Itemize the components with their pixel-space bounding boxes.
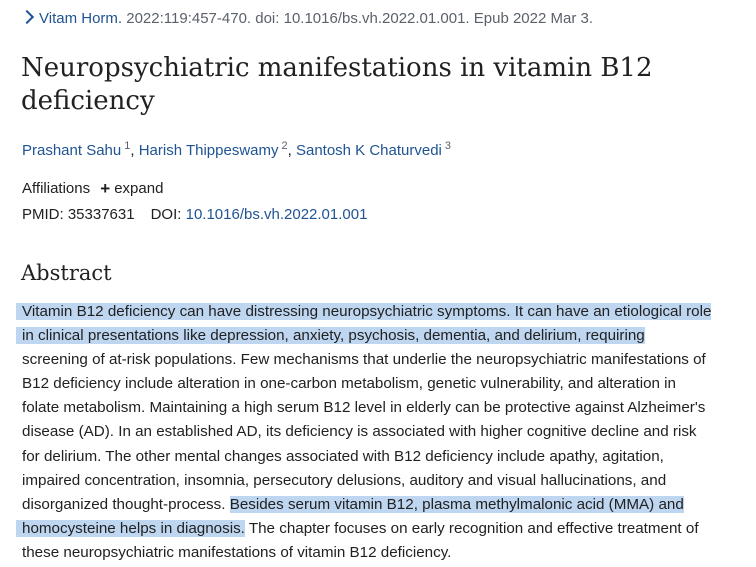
- article-title: [21, 52, 721, 118]
- abstract-line: for delirium. The other mental changes associated with B12 deficiency include apathy, agitation,: [22, 447, 664, 465]
- expand-label: expand: [114, 180, 164, 197]
- author-list: [22, 141, 451, 161]
- abstract-line: screening of at-risk populations. Few mechanisms that underlie the neuropsychiatric manifestations of: [22, 351, 706, 369]
- abstract-line: folate metabolism. Maintaining a high serum B12 level in elderly can be protective against Alzheimer's: [22, 399, 706, 417]
- selected-text: Vitamin B12 deficiency can have distressing neuropsychiatric symptoms. It can have an etiological role: [16, 303, 711, 320]
- identifiers-row: [22, 205, 367, 225]
- selected-text: homocysteine helps in diagnosis.: [16, 520, 245, 537]
- selected-text: in clinical presentations like depression, anxiety, psychosis, dementia, and delirium, requiring: [16, 327, 645, 344]
- author-separator: ,: [130, 142, 135, 159]
- author-name: Harish Thippeswamy: [138, 142, 279, 159]
- author-link-thippeswamy[interactable]: [139, 142, 288, 159]
- affiliations-label: Affiliations: [22, 180, 91, 197]
- abstract-line: [22, 517, 752, 541]
- selected-text: Besides serum vitamin B12, plasma methylmalonic acid (MMA) and: [229, 495, 684, 513]
- abstract-text: [22, 300, 752, 565]
- doi-link[interactable]: 10.1016/bs.vh.2022.01.001: [185, 206, 368, 223]
- abstract-line: [22, 493, 752, 517]
- author-name: Prashant Sahu: [22, 142, 122, 159]
- author-affiliation-number: 2: [281, 140, 288, 152]
- author-separator: ,: [287, 142, 292, 159]
- doi-label: DOI:: [150, 206, 182, 223]
- journal-link[interactable]: Vitam Horm.: [39, 10, 123, 27]
- chevron-right-icon: [20, 10, 34, 24]
- abstract-line: these neuropsychiatric manifestations of vitamin B12 deficiency.: [22, 543, 452, 561]
- expand-affiliations-button[interactable]: [100, 180, 163, 197]
- affiliations-row: [22, 178, 163, 199]
- author-name: Santosh K Chaturvedi: [295, 142, 442, 159]
- author-affiliation-number: 3: [444, 140, 452, 152]
- abstract-line: disease (AD). In an established AD, its deficiency is associated with higher cognitive decline and risk: [22, 423, 697, 441]
- author-affiliation-number: 1: [124, 140, 131, 152]
- citation-details: 2022:119:457-470. doi: 10.1016/bs.vh.2022.01.001. Epub 2022 Mar 3.: [126, 10, 594, 27]
- abstract-line: B12 deficiency include alteration in one-carbon metabolism, genetic vulnerability, and alteration in: [22, 375, 677, 393]
- article-title-line-2: deficiency: [21, 86, 155, 116]
- abstract-text-plain: disorganized thought-process.: [22, 495, 230, 513]
- author-link-chaturvedi[interactable]: [296, 142, 451, 159]
- pmid-label: PMID:: [22, 206, 64, 223]
- abstract-line: [22, 324, 752, 348]
- abstract-text-plain: The chapter focuses on early recognition and effective treatment of: [244, 519, 699, 537]
- pmid-value: 35337631: [67, 206, 135, 223]
- abstract-line: [22, 300, 752, 324]
- abstract-heading: Abstract: [21, 261, 112, 285]
- author-link-sahu[interactable]: [22, 142, 130, 159]
- article-title-line-1: Neuropsychiatric manifestations in vitamin B12: [21, 53, 653, 83]
- journal-citation: [22, 9, 593, 29]
- plus-icon: +: [100, 179, 111, 198]
- abstract-line: impaired concentration, insomnia, persecutory delusions, auditory and visual hallucinations, and: [22, 471, 667, 489]
